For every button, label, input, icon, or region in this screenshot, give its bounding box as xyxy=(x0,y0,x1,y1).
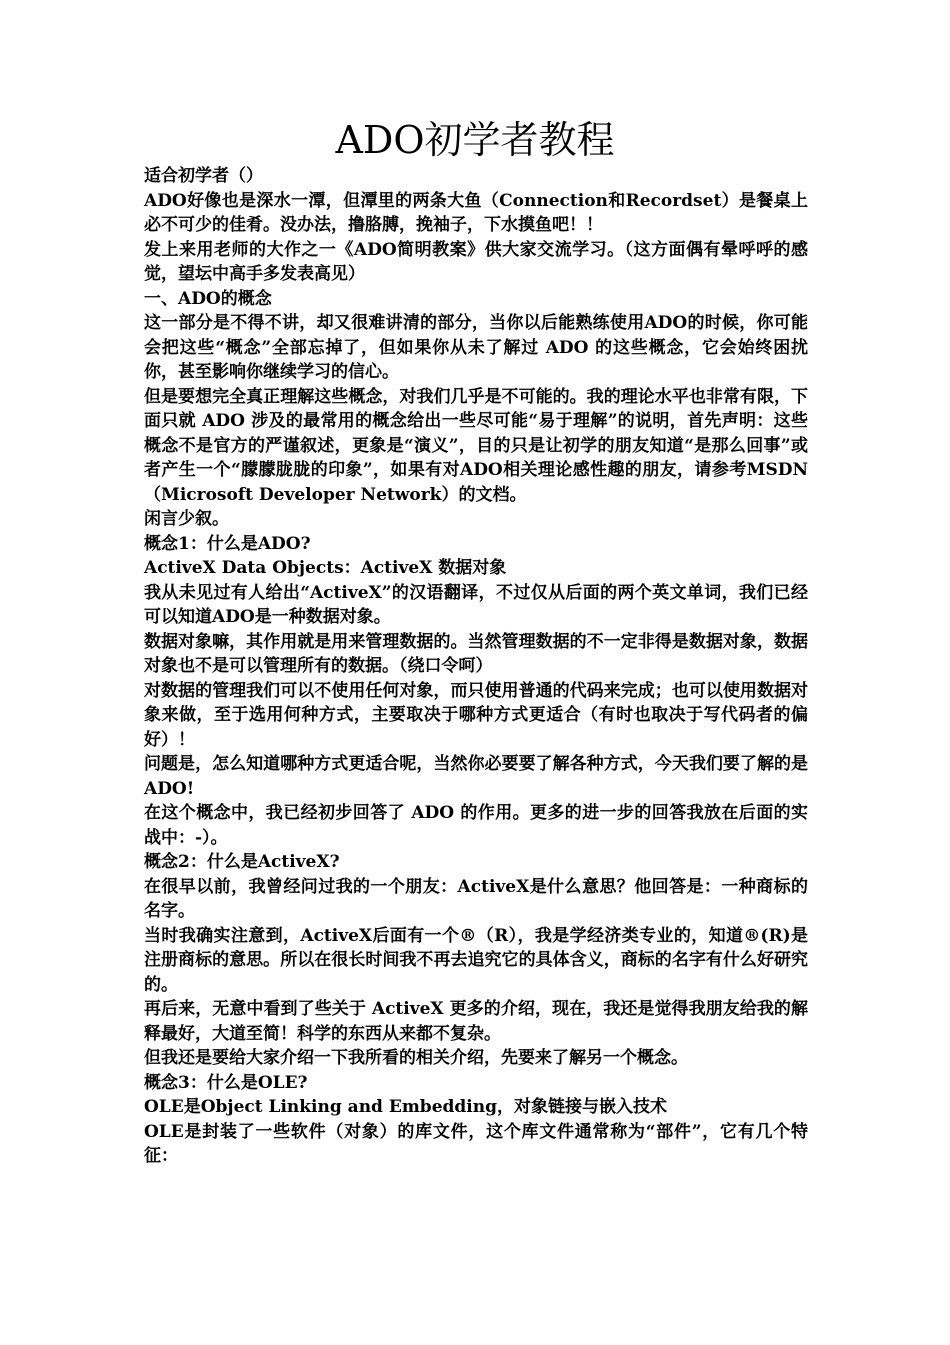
paragraph: 适合初学者（） xyxy=(144,166,263,186)
paragraph: 闲言少叙。 xyxy=(144,509,229,529)
paragraph: OLE是封装了一些软件（对象）的库文件，这个库文件通常称为“部件”，它有几个特征： xyxy=(144,1121,808,1166)
paragraph: ADO好像也是深水一潭，但潭里的两条大鱼（Connection和Recordset）是餐桌上必不可少的佳肴。没办法，撸胳膊，挽袖子，下水摸鱼吧！！ xyxy=(144,190,808,235)
paragraph: 但是要想完全真正理解这些概念，对我们几乎是不可能的。我的理论水平也非常有限，下面只就 ADO 涉及的最常用的概念给出一些尽可能“易于理解”的说明，首先声明：这些概念不是官方的严谨叙述，更象是“演义”，目的只是让初学的朋友知道“是那么回事”或者产生一个“朦朦胧胧的印象”，如果有对ADO相关理论感性趣的朋友，请参考MSDN（Microsoft Developer Network）的文档。 xyxy=(144,386,809,505)
paragraph: 数据对象嘛，其作用就是用来管理数据的。当然管理数据的不一定非得是数据对象，数据对象也不是可以管理所有的数据。（绕口令呵） xyxy=(144,631,808,676)
paragraph: OLE是Object Linking and Embedding，对象链接与嵌入技术 xyxy=(144,1097,667,1117)
paragraph: 对数据的管理我们可以不使用任何对象，而只使用普通的代码来完成；也可以使用数据对象来做，至于选用何种方式，主要取决于哪种方式更适合（有时也取决于写代码者的偏好）！ xyxy=(144,680,808,750)
paragraph: 当时我确实注意到，ActiveX后面有一个®（R），我是学经济类专业的，知道®(R)是注册商标的意思。所以在很长时间我不再去追究它的具体含义，商标的名字有什么好研究的。 xyxy=(144,925,808,995)
concept-heading: 概念2：什么是ActiveX? xyxy=(144,852,340,872)
paragraph: ActiveX Data Objects：ActiveX 数据对象 xyxy=(144,558,507,578)
concept-heading: 概念1：什么是ADO? xyxy=(144,533,311,554)
paragraph: 这一部分是不得不讲，却又很难讲清的部分，当你以后能熟练使用ADO的时候，你可能会把这些“概念”全部忘掉了，但如果你从未了解过 ADO 的这些概念，它会始终困扰你，甚至影响你继续学习的信心。 xyxy=(144,313,808,382)
paragraph: 再后来，无意中看到了些关于 ActiveX 更多的介绍，现在，我还是觉得我朋友给我的解释最好，大道至简！科学的东西从来都不复杂。 xyxy=(144,999,808,1044)
paragraph: 发上来用老师的大作之一《ADO简明教案》供大家交流学习。（这方面偶有晕呼呼的感觉，望坛中高手多发表高见） xyxy=(144,239,808,284)
paragraph: 在这个概念中，我已经初步回答了 ADO 的作用。更多的进一步的回答我放在后面的实战中：-）。 xyxy=(144,803,808,848)
paragraph: 在很早以前，我曾经问过我的一个朋友：ActiveX是什么意思？他回答是：一种商标的名字。 xyxy=(144,876,808,921)
paragraph: 问题是，怎么知道哪种方式更适合呢，当然你必要要了解各种方式，今天我们要了解的是ADO! xyxy=(144,754,808,799)
document-title: ADO初学者教程 xyxy=(335,118,615,162)
paragraph: 我从未见过有人给出“ActiveX”的汉语翻译，不过仅从后面的两个英文单词，我们已经可以知道ADO是一种数据对象。 xyxy=(144,582,808,627)
section-heading: 一、ADO的概念 xyxy=(144,288,272,309)
document-body xyxy=(144,164,808,1169)
concept-heading: 概念3：什么是OLE? xyxy=(144,1072,308,1093)
paragraph: 但我还是要给大家介绍一下我所看的相关介绍，先要来了解另一个概念。 xyxy=(144,1048,688,1068)
